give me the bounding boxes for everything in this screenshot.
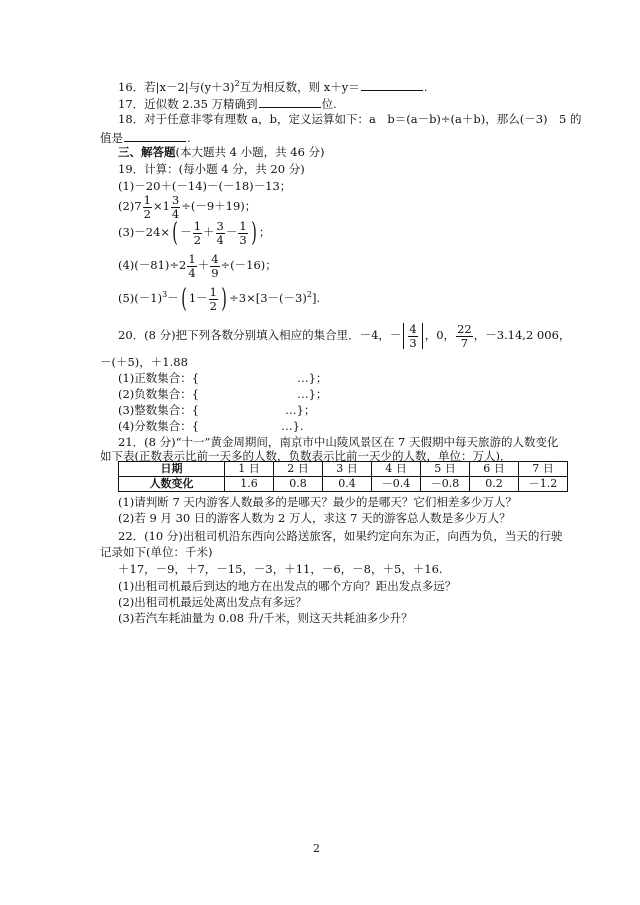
question-22-part3: (3)若汽车耗油量为 0.08 升/千米，则这天共耗油多少升？ xyxy=(118,611,413,625)
set-positive: (1)正数集合：{ …}； xyxy=(118,371,328,385)
question-22-part2: (2)出租司机最远处离出发点有多远？ xyxy=(118,595,307,609)
fraction: $\frac{3}{4}$ xyxy=(216,219,224,247)
absolute-value xyxy=(403,323,422,349)
question-20-line2: －(＋5)，＋1.88 xyxy=(100,355,188,369)
fraction: $\frac{4}{9}$ xyxy=(211,252,219,280)
fraction: $\frac{1}{4}$ xyxy=(188,252,196,280)
question-22-part1: (1)出租司机最后到达的地方在出发点的哪个方向？距出发点多远？ xyxy=(118,579,457,593)
question-22-line2: 记录如下(单位：千米) xyxy=(100,545,213,559)
question-19-title: 19．计算：(每小题 4 分，共 20 分) xyxy=(118,162,305,176)
question-21-part2: (2)若 9 月 30 日的游客人数为 2 万人，求这 7 天的游客总人数是多少万人？ xyxy=(118,511,511,525)
fraction: $\frac{4}{3}$ xyxy=(409,322,417,350)
fraction: $\frac{1}{3}$ xyxy=(239,219,247,247)
question-21-line1: 21．(8 分)“十一”黄金周期间，南京市中山陵风景区在 7 天假期中每天旅游的人数变化 xyxy=(118,435,559,449)
answer-blank xyxy=(361,79,423,91)
question-22-data: ＋17，－9，＋7，－15，－3，＋11，－6，－8，＋5，＋16. xyxy=(118,562,443,576)
fraction: $\frac{1}{2}$ xyxy=(209,285,217,313)
question-22-line1: 22．(10 分)出租司机沿东西向公路送旅客，如果约定向东为正，向西为负，当天的行驶 xyxy=(118,529,563,543)
question-21-line2: 如下表(正数表示比前一天多的人数，负数表示比前一天少的人数，单位：万人)． xyxy=(100,449,512,463)
fraction: $\frac{3}{4}$ xyxy=(171,193,180,221)
page-number: 2 xyxy=(313,842,320,855)
question-19-part4: (4)(－81)÷2 $\frac{1}{4}$ ＋ $\frac{4}{9}$ ÷(－16)； xyxy=(118,252,277,280)
question-21-part1: (1)请判断 7 天内游客人数最多的是哪天？最少的是哪天？它们相差多少万人？ xyxy=(118,495,517,509)
question-18-line1: 18．对于任意非零有理数 a，b，定义运算如下：a b＝(a－b)÷(a＋b)，那么(－3) 5 的 xyxy=(118,112,582,126)
answer-blank xyxy=(259,96,321,108)
fraction: $\frac{22}{7}$ xyxy=(457,322,472,350)
question-19-part3: (3)－24×( － $\frac{1}{2}$ ＋ $\frac{3}{4}$ － $\frac{1}{3}$ ) ； xyxy=(118,218,271,249)
table-row: 人数变化 1.6 0.8 0.4 －0.4 －0.8 0.2 －1.2 xyxy=(119,477,568,492)
set-integer: (3)整数集合：{ …}； xyxy=(118,403,316,417)
question-19-part1: (1)－20＋(－14)－(－18)－13； xyxy=(118,179,292,193)
fraction: $\frac{1}{2}$ xyxy=(193,219,202,247)
question-17: 17．近似数 2.35 万精确到 位. xyxy=(118,97,337,111)
visitor-change-table xyxy=(118,461,568,492)
section-heading: 三、解答题(本大题共 4 小题，共 46 分) xyxy=(118,145,325,159)
question-16: 16．若|x－2|与$(y+3)^2$互为相反数，则 x＋y＝ . xyxy=(118,79,428,94)
question-18-line2: 值是 . xyxy=(100,131,191,145)
answer-blank xyxy=(124,130,186,142)
question-19-part5: $(5)(-1)^3-$( 1－ $\frac{1}{2}$ ) $\div 3\times[3-(-3)^2]$. xyxy=(118,284,321,315)
question-19-part2: (2)7 $\frac{1}{2}$ ×1 $\frac{3}{4}$ ÷(－9＋19)； xyxy=(118,193,257,221)
set-negative: (2)负数集合：{ …}； xyxy=(118,387,328,401)
table-header-row: 日期 1 日 2 日 3 日 4 日 5 日 6 日 7 日 xyxy=(119,462,568,477)
fraction: $\frac{1}{2}$ xyxy=(143,193,151,221)
question-20-line1: 20．(8 分)把下列各数分别填入相应的集合里．－4，－ $\frac{4}{3}$ ，0， $\frac{22}{7}$ ，－3.14,2 006， xyxy=(118,322,571,350)
set-fraction: (4)分数集合：{ …}. xyxy=(118,419,304,433)
